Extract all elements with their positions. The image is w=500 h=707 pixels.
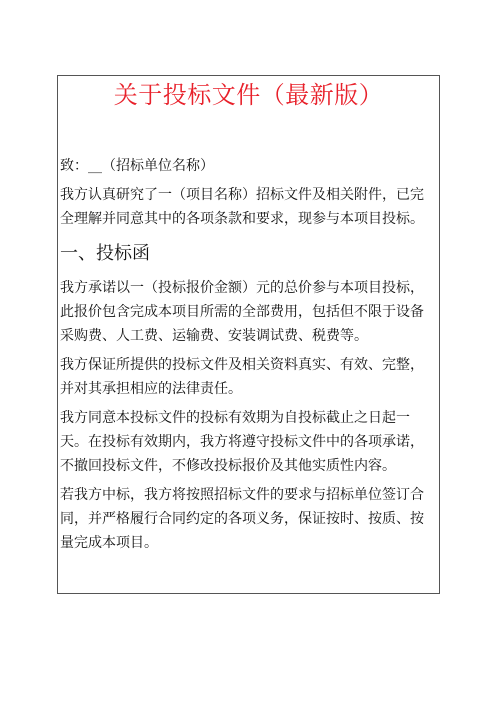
document-title: 关于投标文件（最新版） (113, 81, 384, 109)
salutation: 致：__（招标单位名称） (60, 158, 214, 174)
paragraph-contract: 若我方中标，我方将按照招标文件的要求与招标单位签订合同，并严格履行合同约定的各项义务，保证按时、按质、按量完成本项目。 (60, 487, 424, 551)
document-frame (57, 75, 440, 594)
section-heading: 一、投标函 (60, 243, 150, 264)
intro-paragraph: 我方认真研究了一（项目名称）招标文件及相关附件，已完全理解并同意其中的各项条款和要求，现参与本项目投标。 (60, 187, 424, 227)
paragraph-price: 我方承诺以一（投标报价金额）元的总价参与本项目投标，此报价包含完成本项目所需的全部费用，包括但不限于设备采购费、人工费、运输费、安装调试费、税费等。 (60, 280, 424, 344)
document-body (58, 154, 439, 555)
paragraph-validity: 我方同意本投标文件的投标有效期为自投标截止之日起一天。在投标有效期内，我方将遵守投标文件中的各项承诺，不撤回投标文件，不修改投标报价及其他实质性内容。 (60, 410, 424, 474)
paragraph-guarantee: 我方保证所提供的投标文件及相关资料真实、有效、完整，并对其承担相应的法律责任。 (60, 357, 424, 397)
